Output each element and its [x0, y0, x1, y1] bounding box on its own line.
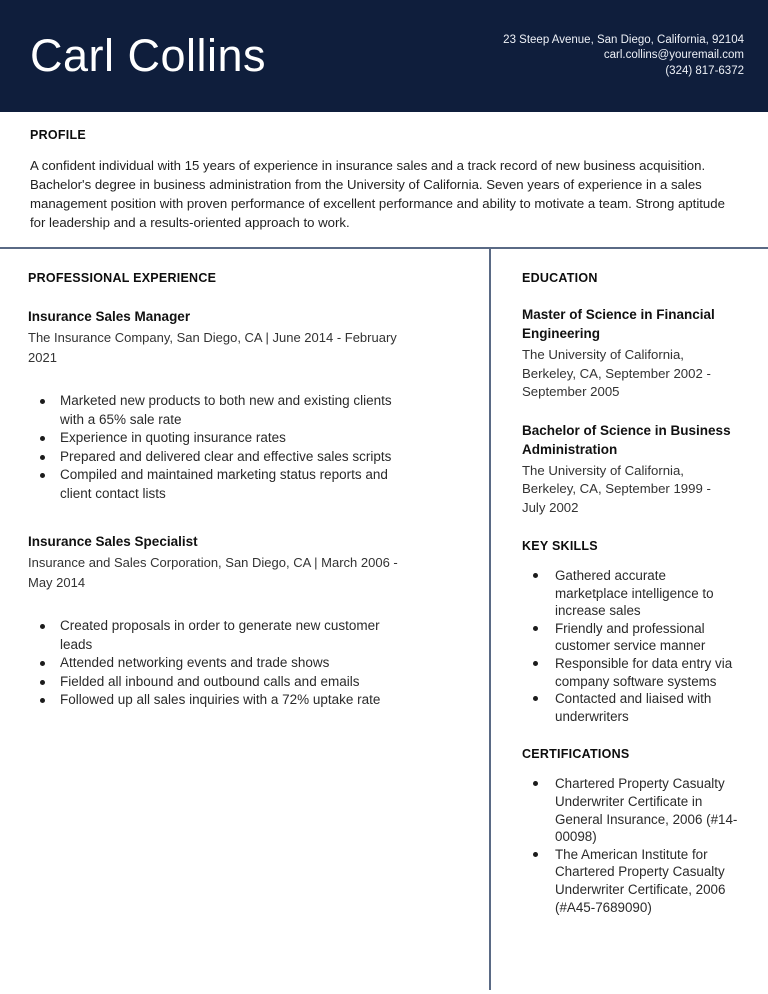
- bullet-item: [530, 775, 738, 845]
- bullet-text: Contacted and liaised with underwriters: [555, 691, 712, 724]
- bullet-text: Compiled and maintained marketing status reports and client contact lists: [60, 467, 388, 501]
- job-entry-2: [28, 533, 489, 710]
- bullet-item: [38, 673, 400, 692]
- job-meta: Insurance and Sales Corporation, San Diego, CA | March 2006 - May 2014: [28, 555, 398, 590]
- degree-meta: The University of California, Berkeley, CA, September 1999 - July 2002: [522, 462, 711, 515]
- bullet-text: The American Institute for Chartered Property Casualty Underwriter Certificate, 2006 (#A45-7689090): [555, 846, 726, 915]
- contact-block: [503, 33, 744, 79]
- profile-section: [0, 112, 768, 232]
- bullet-text: Responsible for data entry via company software systems: [555, 655, 733, 689]
- bullet-item: [38, 392, 400, 429]
- bullet-text: Gathered accurate marketplace intelligence to increase sales: [555, 568, 714, 619]
- bullet-text: Marketed new products to both new and existing clients with a 65% sale rate: [60, 393, 392, 427]
- contact-email: carl.collins@youremail.com: [603, 49, 744, 62]
- bullet-item: [38, 466, 400, 503]
- bullet-item: [530, 567, 738, 620]
- bullet-item: [38, 448, 400, 467]
- bullet-item: [530, 655, 738, 690]
- bullet-text: Fielded all inbound and outbound calls and emails: [60, 673, 360, 689]
- profile-heading: PROFILE: [30, 128, 86, 142]
- bullet-item: [38, 654, 400, 673]
- job-title: Insurance Sales Specialist: [28, 534, 198, 549]
- two-column-body: [0, 249, 768, 994]
- degree-entry-1: [522, 305, 744, 402]
- job-bullet-list: [28, 392, 400, 503]
- bullet-text: Attended networking events and trade shows: [60, 655, 330, 670]
- job-bullet-list: [28, 617, 400, 710]
- degree-title: Master of Science in Financial Engineering: [522, 307, 715, 341]
- bullet-item: [530, 846, 738, 916]
- header-band: [0, 0, 768, 112]
- degree-entry-2: [522, 421, 744, 518]
- contact-address: 23 Steep Avenue, San Diego, California, 92104: [503, 34, 744, 47]
- degree-meta: The University of California, Berkeley, CA, September 2002 - September 2005: [522, 347, 711, 399]
- bullet-text: Created proposals in order to generate new customer leads: [60, 618, 380, 652]
- bullet-item: [38, 691, 400, 710]
- education-heading: EDUCATION: [522, 271, 598, 285]
- certifications-list: [522, 775, 738, 916]
- bullet-text: Friendly and professional customer service manner: [555, 620, 706, 654]
- experience-column: [0, 249, 489, 994]
- job-title: Insurance Sales Manager: [28, 309, 191, 324]
- bullet-text: Chartered Property Casualty Underwriter Certificate in General Insurance, 2006 (#14-00098): [555, 776, 738, 845]
- bullet-text: Followed up all sales inquiries with a 72% uptake rate: [60, 692, 381, 707]
- job-entry-1: [28, 308, 489, 503]
- key-skills-heading: KEY SKILLS: [522, 539, 598, 553]
- key-skills-list: [522, 567, 738, 725]
- certifications-heading: CERTIFICATIONS: [522, 747, 630, 762]
- contact-phone: (324) 817-6372: [665, 64, 744, 77]
- bullet-item: [530, 690, 738, 725]
- bullet-text: Experience in quoting insurance rates: [60, 430, 286, 445]
- bullet-item: [38, 429, 400, 448]
- job-meta: The Insurance Company, San Diego, CA | June 2014 - February 2021: [28, 330, 397, 365]
- bullet-item: [530, 620, 738, 655]
- bullet-item: [38, 617, 400, 654]
- degree-title: Bachelor of Science in Business Administration: [522, 422, 731, 457]
- experience-heading: PROFESSIONAL EXPERIENCE: [28, 271, 217, 285]
- bullet-text: Prepared and delivered clear and effective sales scripts: [60, 448, 392, 464]
- person-name: Carl Collins: [30, 30, 267, 81]
- profile-text: A confident individual with 15 years of experience in insurance sales and a track record of new business acquisition. Bachelor's degree in business administration from the University of California. Seven years of experience in a sales management position with proven performance of excellent performance and ability to motivate a team. Strong aptitude for leadership and a results-oriented approach to work.: [30, 158, 725, 230]
- sidebar-column: [491, 249, 768, 994]
